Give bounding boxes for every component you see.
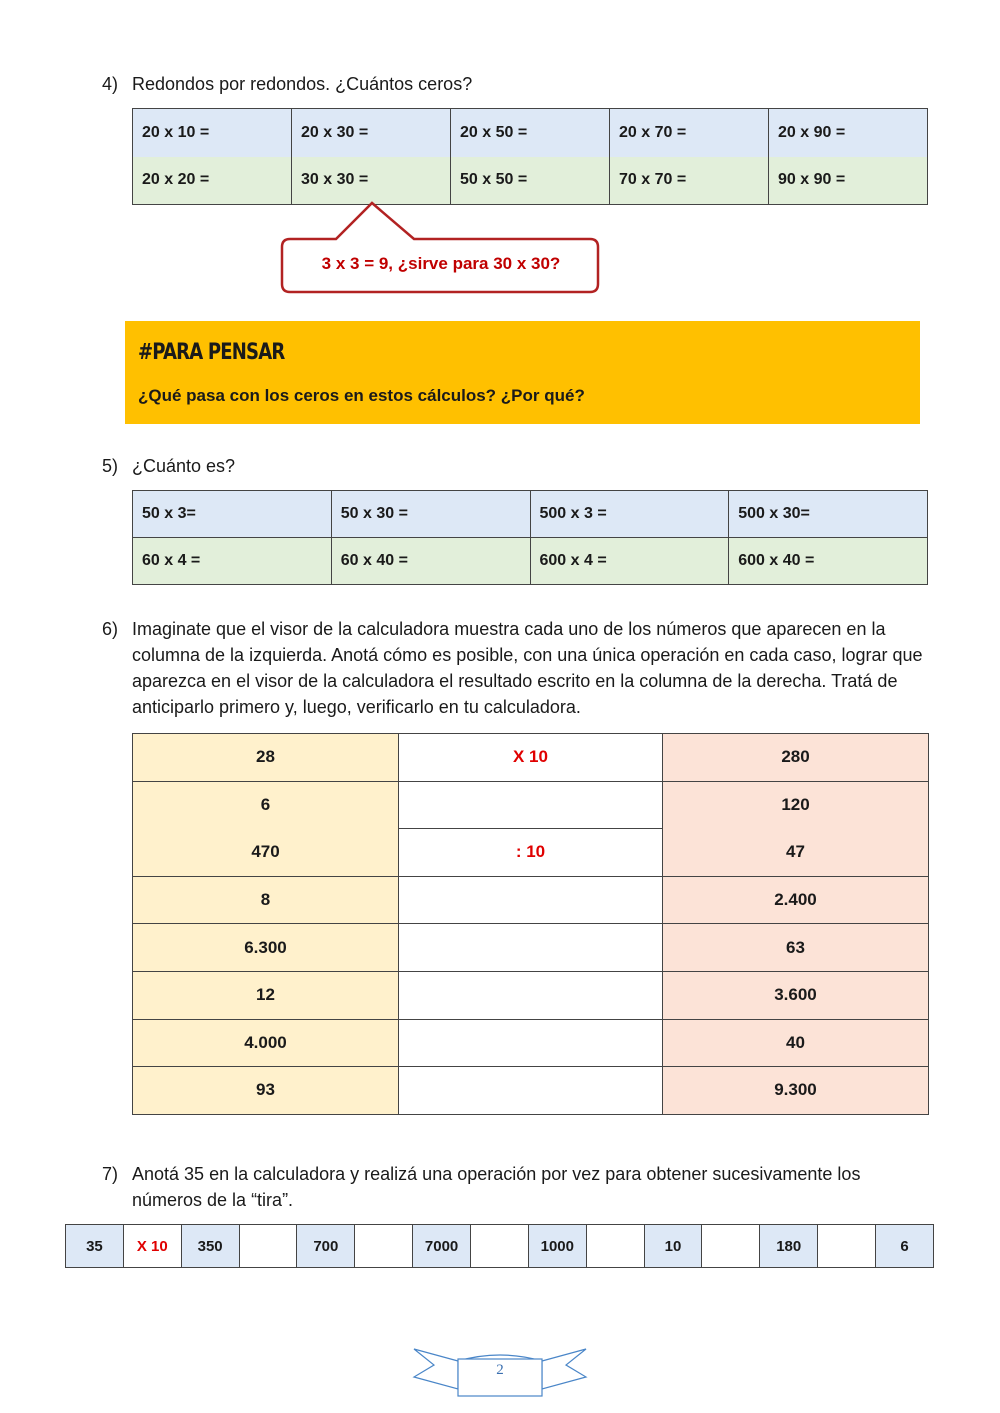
right-number: 63 bbox=[663, 924, 929, 972]
table-cell[interactable]: 20 x 30 = bbox=[292, 109, 451, 157]
table-cell[interactable]: 60 x 40 = bbox=[331, 538, 530, 585]
strip-number: 350 bbox=[181, 1225, 239, 1268]
right-number: 40 bbox=[663, 1019, 929, 1067]
left-number: 93 bbox=[133, 1067, 399, 1115]
question-6-title bbox=[102, 616, 928, 720]
strip-operation[interactable]: X 10 bbox=[123, 1225, 181, 1268]
table-cell[interactable]: 20 x 50 = bbox=[451, 109, 610, 157]
question-number: 5) bbox=[102, 456, 119, 476]
operation-cell[interactable] bbox=[399, 1019, 663, 1067]
strip-number: 7000 bbox=[413, 1225, 471, 1268]
operation-cell[interactable] bbox=[399, 924, 663, 972]
table-cell[interactable]: 600 x 40 = bbox=[729, 538, 928, 585]
para-pensar-title: #PARA PENSAR bbox=[138, 340, 285, 365]
operation-cell[interactable] bbox=[399, 971, 663, 1019]
left-number: 6.300 bbox=[133, 924, 399, 972]
table-cell[interactable]: 60 x 4 = bbox=[133, 538, 332, 585]
operation-cell[interactable] bbox=[399, 876, 663, 924]
table-cell[interactable]: 50 x 3= bbox=[133, 491, 332, 538]
para-pensar-box bbox=[125, 321, 920, 424]
left-number: 4.000 bbox=[133, 1019, 399, 1067]
table-cell[interactable]: 20 x 70 = bbox=[610, 109, 769, 157]
operation-cell[interactable]: : 10 bbox=[399, 829, 663, 877]
right-number: 120 bbox=[663, 781, 929, 829]
strip-operation[interactable] bbox=[818, 1225, 876, 1268]
question-7-title bbox=[102, 1161, 928, 1213]
question-text: Redondos por redondos. ¿Cuántos ceros? bbox=[132, 74, 473, 94]
table-cell[interactable]: 500 x 30= bbox=[729, 491, 928, 538]
table-cell[interactable]: 30 x 30 = bbox=[292, 157, 451, 205]
page-number: 2 bbox=[496, 1362, 504, 1378]
operation-cell[interactable] bbox=[399, 1067, 663, 1115]
question-text: Anotá 35 en la calculadora y realizá una operación por vez para obtener sucesivamente los números de la “tira”. bbox=[132, 1164, 861, 1210]
table-cell[interactable]: 500 x 3 = bbox=[530, 491, 729, 538]
strip-operation[interactable] bbox=[586, 1225, 644, 1268]
question-number: 4) bbox=[102, 74, 119, 94]
operation-cell[interactable]: X 10 bbox=[399, 734, 663, 782]
strip-operation[interactable] bbox=[471, 1225, 529, 1268]
question-text: ¿Cuánto es? bbox=[132, 456, 236, 476]
left-number: 28 bbox=[133, 734, 399, 782]
strip-number: 10 bbox=[644, 1225, 702, 1268]
table-cell[interactable]: 600 x 4 = bbox=[530, 538, 729, 585]
right-number: 2.400 bbox=[663, 876, 929, 924]
question-4-title bbox=[102, 71, 472, 97]
q4-table bbox=[132, 108, 928, 205]
para-pensar-question: ¿Qué pasa con los ceros en estos cálculos? ¿Por qué? bbox=[138, 386, 585, 405]
strip-operation[interactable] bbox=[355, 1225, 413, 1268]
right-number: 9.300 bbox=[663, 1067, 929, 1115]
question-text: Imaginate que el visor de la calculadora muestra cada uno de los números que aparecen en la columna de la izquierda. Anotá cómo es posible, con una única operación en cada caso, lograr que aparezca en el visor de la calculadora el resultado escrito en la columna de la derecha. Tratá de anticiparlo primero y, luego, verificarlo en tu calculadora. bbox=[132, 619, 923, 717]
q6-table bbox=[132, 733, 929, 1115]
table-cell[interactable]: 20 x 10 = bbox=[133, 109, 292, 157]
strip-number: 700 bbox=[297, 1225, 355, 1268]
operation-cell[interactable] bbox=[399, 781, 663, 829]
left-number: 470 bbox=[133, 829, 399, 877]
number-strip bbox=[65, 1224, 934, 1268]
right-number: 280 bbox=[663, 734, 929, 782]
q5-table bbox=[132, 490, 928, 585]
table-cell[interactable]: 20 x 90 = bbox=[769, 109, 928, 157]
left-number: 6 bbox=[133, 781, 399, 829]
question-5-title bbox=[102, 453, 235, 479]
strip-operation[interactable] bbox=[239, 1225, 297, 1268]
strip-operation[interactable] bbox=[702, 1225, 760, 1268]
left-number: 12 bbox=[133, 971, 399, 1019]
right-number: 3.600 bbox=[663, 971, 929, 1019]
table-cell[interactable]: 50 x 50 = bbox=[451, 157, 610, 205]
table-cell[interactable]: 90 x 90 = bbox=[769, 157, 928, 205]
strip-number: 6 bbox=[876, 1225, 934, 1268]
strip-number: 35 bbox=[66, 1225, 124, 1268]
question-number: 7) bbox=[102, 1164, 119, 1184]
callout-bubble bbox=[280, 200, 602, 296]
table-cell[interactable]: 20 x 20 = bbox=[133, 157, 292, 205]
strip-number: 180 bbox=[760, 1225, 818, 1268]
left-number: 8 bbox=[133, 876, 399, 924]
table-cell[interactable]: 50 x 30 = bbox=[331, 491, 530, 538]
question-number: 6) bbox=[102, 619, 119, 639]
table-cell[interactable]: 70 x 70 = bbox=[610, 157, 769, 205]
right-number: 47 bbox=[663, 829, 929, 877]
strip-number: 1000 bbox=[528, 1225, 586, 1268]
callout-text: 3 x 3 = 9, ¿sirve para 30 x 30? bbox=[321, 254, 561, 273]
